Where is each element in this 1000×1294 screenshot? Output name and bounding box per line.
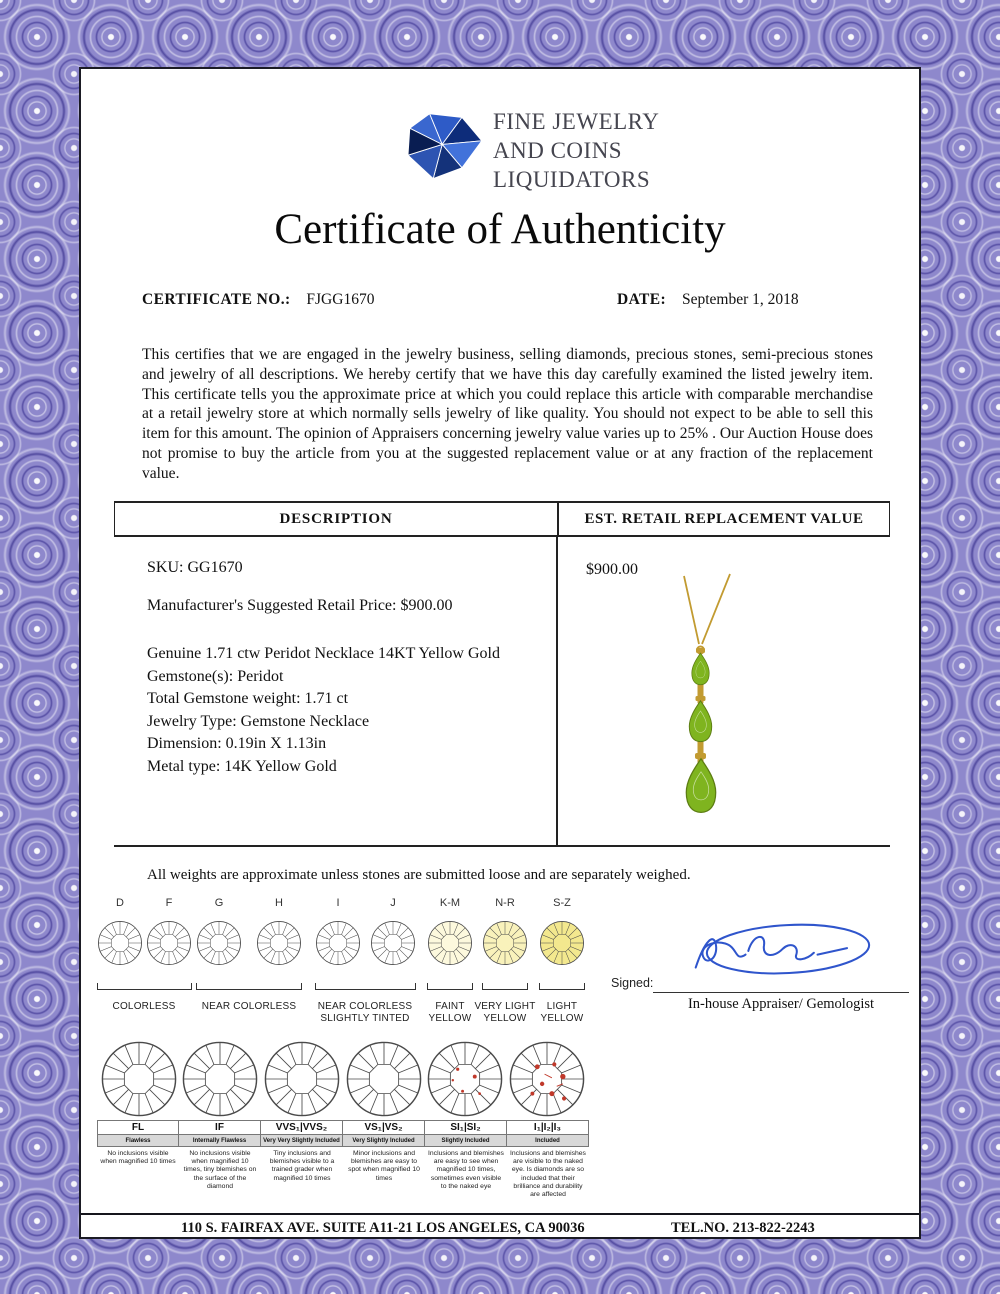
clarity-description: No inclusions visible when magnified 10 times, tiny blemishes on the surface of the diamond: [183, 1150, 257, 1190]
page-title: Certificate of Authenticity: [274, 206, 726, 253]
diamond-clarity-sample-icon: [345, 1040, 423, 1118]
appraiser-title: In-house Appraiser/ Gemologist: [687, 996, 875, 1012]
diamond-clarity-sample-icon: [181, 1040, 259, 1118]
color-group-bracket: [196, 983, 302, 990]
clarity-column: [97, 1120, 179, 1199]
clarity-name: Internally Flawless: [179, 1135, 261, 1147]
clarity-description: Inclusions and blemishes are visible to the naked eye. Is diamonds are so included that their brilliance and durability are affected: [510, 1150, 586, 1199]
clarity-column: [507, 1120, 589, 1199]
clarity-name: Flawless: [97, 1135, 179, 1147]
certificate-sheet: [79, 67, 921, 1239]
clarity-description: Inclusions and blemishes are easy to see when magnified 10 times, sometimes even visible to the naked eye: [428, 1150, 504, 1190]
color-grade-label: H: [275, 897, 283, 909]
retail-value: $900.00: [586, 561, 638, 578]
color-group-label: NEAR COLORLESS SLIGHTLY TINTED: [317, 1001, 413, 1024]
diamond-color-sample-icon: [315, 920, 361, 966]
signature-block: [611, 912, 926, 1082]
color-grade-label: S-Z: [553, 897, 571, 909]
color-group-label: LIGHT YELLOW: [540, 1001, 584, 1024]
item-table: [114, 501, 890, 847]
certification-paragraph: This certifies that we are engaged in the jewelry business, selling diamonds, precious stones, semi-precious stones and jewelry of all descriptions. We hereby certify that we have this day carefully examined the listed jewelry item. This certificate tells you the approximate price at which you could replace this article with comparable merchandise at a retail jewelry store at which normally sells jewelry of like quality. You should not expect to be able to sell this item for this amount. The opinion of Appraisers concerning jewelry value varies up to 25% . Our Auction House does not promise to buy the article from you at the suggested replacement value or at any fraction of the replacement value.: [142, 346, 873, 482]
clarity-description: No inclusions visible when magnified 10 times: [100, 1150, 176, 1166]
clarity-column: [261, 1120, 343, 1199]
logo-line-3: LIQUIDATORS: [493, 167, 651, 192]
logo-line-1: FINE JEWELRY: [493, 109, 660, 134]
color-group-bracket: [482, 983, 528, 990]
color-grade-label: G: [214, 897, 224, 909]
detail-line: Total Gemstone weight: 1.71 ct: [147, 690, 349, 707]
footer-telephone: TEL.NO. 213-822-2243: [671, 1220, 815, 1236]
clarity-grade: VVS₁|VVS₂: [261, 1120, 343, 1135]
color-grade-label: K-M: [439, 897, 461, 909]
signature-scribble: [651, 914, 901, 986]
clarity-grade: SI₁|SI₂: [425, 1120, 507, 1135]
clarity-name: Very Slightly Included: [343, 1135, 425, 1147]
certificate-info-row: [142, 291, 872, 309]
color-group-label: VERY LIGHT YELLOW: [474, 1001, 536, 1024]
logo-gem-icon: [399, 105, 489, 191]
footer-address: 110 S. FAIRFAX AVE. SUITE A11-21 LOS ANGELES, CA 90036: [181, 1220, 585, 1236]
item-table-header: [114, 503, 890, 537]
certificate-no-label: CERTIFICATE NO.:: [142, 291, 291, 308]
clarity-column: [179, 1120, 261, 1199]
diamond-color-sample-icon: [256, 920, 302, 966]
detail-line: Gemstone(s): Peridot: [147, 667, 284, 685]
clarity-grade: I₁|I₂|I₃: [507, 1120, 589, 1135]
diamond-color-sample-icon: [146, 920, 192, 966]
diamond-color-sample-icon: [539, 920, 585, 966]
value-cell: [558, 537, 890, 847]
diamond-clarity-sample-icon: [426, 1040, 504, 1118]
description-header: DESCRIPTION: [115, 503, 559, 535]
color-grade-label: F: [165, 897, 173, 909]
signature-line: [653, 992, 909, 993]
clarity-column: [425, 1120, 507, 1199]
color-grade-label: D: [116, 897, 124, 909]
sku-line: SKU: GG1670: [147, 559, 243, 576]
detail-line: Jewelry Type: Gemstone Necklace: [147, 712, 370, 730]
date-label: DATE:: [617, 291, 667, 308]
color-grade-label: J: [390, 897, 396, 909]
clarity-description: Tiny inclusions and blemishes visible to a trained grader when magnified 10 times: [269, 1150, 335, 1182]
color-group-label: NEAR COLORLESS: [201, 1001, 297, 1012]
diamond-color-sample-icon: [482, 920, 528, 966]
diamond-clarity-sample-icon: [263, 1040, 341, 1118]
footer: [81, 1213, 919, 1239]
diamond-clarity-chart: [97, 1032, 591, 1237]
clarity-column: [343, 1120, 425, 1199]
color-group-bracket: [427, 983, 473, 990]
color-group-label: COLORLESS: [112, 1001, 176, 1012]
color-grade-label: I: [336, 897, 340, 909]
value-header: EST. RETAIL REPLACEMENT VALUE: [584, 511, 864, 527]
peridot-necklace-image: [651, 572, 756, 844]
diamond-clarity-sample-icon: [508, 1040, 586, 1118]
item-table-body: [114, 537, 890, 847]
diamond-clarity-sample-icon: [100, 1040, 178, 1118]
logo-line-2: AND COINS: [493, 138, 623, 163]
clarity-name: Slightly Included: [425, 1135, 507, 1147]
detail-line: Genuine 1.71 ctw Peridot Necklace 14KT Yellow Gold: [147, 645, 500, 662]
detail-line: Metal type: 14K Yellow Gold: [147, 757, 337, 775]
clarity-table: [97, 1120, 589, 1199]
diamond-color-sample-icon: [97, 920, 143, 966]
clarity-description: Minor inclusions and blemishes are easy to spot when magnified 10 times: [348, 1150, 420, 1182]
clarity-grade: IF: [179, 1120, 261, 1135]
clarity-name: Included: [507, 1135, 589, 1147]
msrp-line: Manufacturer's Suggested Retail Price: $900.00: [147, 597, 453, 614]
weights-note: All weights are approximate unless stones are submitted loose and are separately weighed.: [147, 867, 691, 883]
detail-line: Dimension: 0.19in X 1.13in: [147, 735, 327, 752]
logo-text: [493, 107, 659, 194]
diamond-color-sample-icon: [370, 920, 416, 966]
certificate-date: [617, 291, 799, 309]
certificate-no-value: FJGG1670: [306, 291, 375, 308]
clarity-grade: FL: [97, 1120, 179, 1135]
signed-label: Signed:: [611, 976, 654, 990]
color-group-bracket: [97, 983, 192, 990]
date-value: September 1, 2018: [681, 291, 799, 308]
color-group-label: FAINT YELLOW: [428, 1001, 472, 1024]
description-cell: [114, 537, 558, 847]
color-group-bracket: [315, 983, 416, 990]
clarity-name: Very Very Slightly Included: [261, 1135, 343, 1147]
diamond-color-sample-icon: [196, 920, 242, 966]
clarity-grade: VS₁|VS₂: [343, 1120, 425, 1135]
color-grade-label: N-R: [495, 897, 515, 909]
color-group-bracket: [539, 983, 585, 990]
diamond-color-sample-icon: [427, 920, 473, 966]
